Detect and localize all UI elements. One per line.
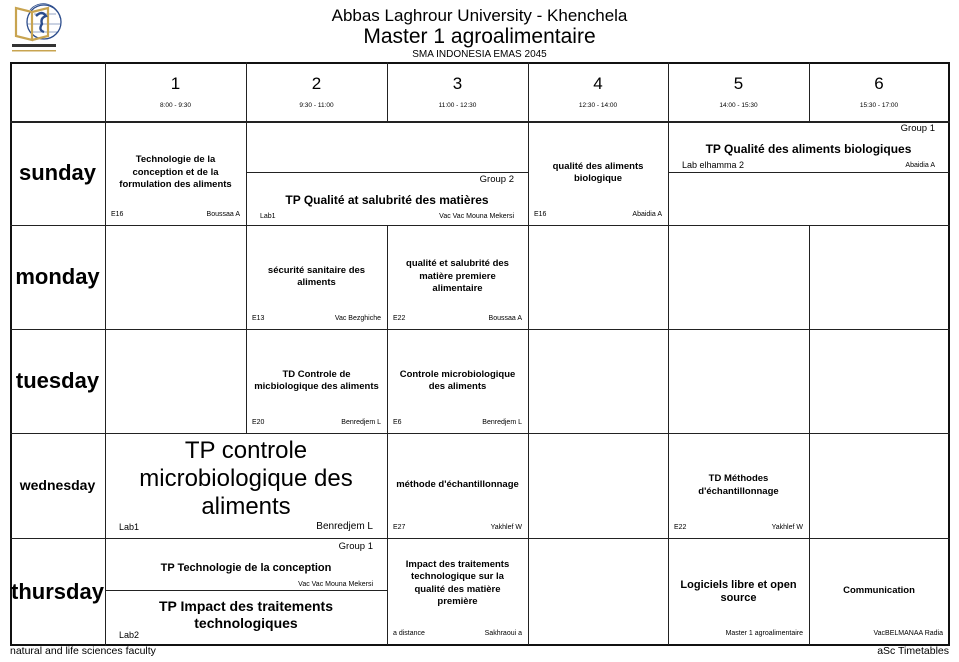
lesson-teacher: Boussaa A	[488, 315, 522, 322]
lesson-subject: TP Qualité des aliments biologiques	[705, 142, 912, 156]
grid-line	[528, 538, 529, 645]
lesson-group: Group 1	[338, 541, 373, 552]
lesson-subject: TP Impact des traitements technologiques	[158, 598, 334, 631]
university-name: Abbas Laghrour University - Khenchela	[331, 6, 628, 25]
period-time: 12:30 - 14:00	[578, 102, 618, 109]
period-number: 5	[733, 74, 744, 93]
period-time: 14:00 - 15:30	[719, 102, 758, 109]
lesson-subject: Impact des traitements technologique sur la qualité des matière première	[405, 558, 510, 607]
period-number: 3	[452, 74, 463, 93]
lesson-subject: TP Qualité at salubrité des matières	[285, 193, 489, 207]
lesson-room: a distance	[393, 630, 425, 637]
lesson-room: E22	[393, 315, 406, 322]
grid-line	[809, 433, 810, 538]
faculty-footer: natural and life sciences faculty	[10, 645, 156, 657]
lesson-room: Lab elhamma 2	[682, 160, 745, 170]
program-title: Master 1 agroalimentaire	[363, 25, 596, 48]
lesson-card[interactable]	[105, 121, 246, 225]
period-header	[809, 62, 949, 121]
lesson-subject: méthode d'échantillonnage	[396, 479, 519, 491]
grid-line	[809, 225, 810, 433]
lesson-room: E13	[252, 315, 265, 322]
grid-line	[528, 433, 529, 538]
lesson-subject: sécurité sanitaire des aliments	[267, 264, 366, 288]
grid-line	[668, 225, 669, 433]
lesson-subject: TD Méthodes d'échantillonnage	[698, 473, 779, 497]
period-number: 1	[170, 74, 181, 93]
generator-footer: aSc Timetables	[877, 645, 949, 657]
lesson-card[interactable]	[668, 538, 809, 645]
lesson-card[interactable]	[668, 433, 809, 538]
lesson-teacher: Vac Vac Mouna Mekersi	[298, 581, 373, 588]
grid-line	[668, 172, 949, 173]
lesson-card[interactable]	[246, 225, 387, 329]
day-label-sunday: sunday	[18, 160, 97, 185]
grid-line	[528, 225, 529, 433]
period-time: 8:00 - 9:30	[159, 102, 192, 109]
lesson-subject: Communication	[843, 585, 915, 597]
lesson-subject: Controle microbiologique des aliments	[399, 368, 516, 392]
lesson-room: E27	[393, 524, 406, 531]
lesson-teacher: Abaidia A	[632, 211, 662, 218]
lesson-card[interactable]	[528, 121, 668, 225]
class-subtitle: SMA INDONESIA EMAS 2045	[412, 49, 547, 60]
lesson-group: Group 2	[479, 174, 514, 185]
period-number: 2	[311, 74, 322, 93]
lesson-teacher: VacBELMANAA Radia	[873, 630, 943, 637]
lesson-card[interactable]	[105, 538, 387, 590]
lesson-room: E22	[674, 524, 687, 531]
lesson-room: Lab1	[260, 213, 276, 220]
lesson-card[interactable]	[387, 225, 528, 329]
lesson-subject: TP controle microbiologique des aliments	[139, 437, 353, 520]
lesson-card[interactable]	[105, 590, 387, 645]
lesson-teacher: Boussaa A	[206, 211, 240, 218]
lesson-card[interactable]	[246, 172, 528, 225]
period-header	[528, 62, 668, 121]
lesson-room: Lab2	[119, 630, 140, 640]
lesson-room: E16	[534, 211, 547, 218]
lesson-card[interactable]	[809, 538, 949, 645]
period-time: 11:00 - 12:30	[438, 102, 477, 109]
lesson-subject: Logiciels libre et open source	[680, 578, 797, 604]
lesson-subject: Technologie de la conception et de la formulation des aliments	[119, 154, 232, 191]
lesson-subject: qualité et salubrité des matière premiere alimentaire	[406, 258, 509, 295]
lesson-subject: qualité des aliments biologique	[552, 160, 644, 184]
period-header	[387, 62, 528, 121]
lesson-room: E16	[111, 211, 124, 218]
lesson-teacher: Yakhlef W	[490, 524, 522, 531]
period-header	[668, 62, 809, 121]
lesson-teacher: Sakhraoui a	[484, 630, 522, 637]
lesson-teacher: Benredjem L	[482, 419, 522, 426]
lesson-subject: TD Controle de micbiologique des aliments	[254, 368, 379, 392]
period-header	[246, 62, 387, 121]
lesson-teacher: Yakhlef W	[771, 524, 803, 531]
lesson-teacher: Master 1 agroalimentaire	[725, 630, 803, 637]
day-label-wednesday: wednesday	[19, 477, 96, 493]
lesson-card[interactable]	[387, 329, 528, 433]
period-number: 6	[874, 74, 884, 93]
day-label-monday: monday	[15, 264, 100, 289]
lesson-teacher: Vac Bezghiche	[334, 315, 381, 322]
period-time: 9:30 - 11:00	[299, 102, 334, 109]
lesson-group: Group 1	[900, 123, 935, 134]
lesson-room: Lab1	[119, 522, 140, 532]
lesson-teacher: Abaidia A	[905, 162, 935, 169]
lesson-card[interactable]	[387, 538, 528, 645]
period-number: 4	[593, 74, 603, 93]
day-label-thursday: thursday	[11, 578, 104, 604]
lesson-teacher: Benredjem L	[316, 521, 373, 532]
lesson-subject: TP Technologie de la conception	[160, 562, 332, 574]
lesson-card[interactable]	[387, 433, 528, 538]
lesson-card[interactable]	[668, 121, 949, 172]
day-label-tuesday: tuesday	[15, 368, 100, 393]
period-time: 15:30 - 17:00	[859, 102, 899, 109]
lesson-teacher: Vac Vac Mouna Mekersi	[439, 213, 514, 220]
lesson-room: E6	[393, 419, 402, 426]
lesson-room: E20	[252, 419, 265, 426]
lesson-card[interactable]	[246, 329, 387, 433]
lesson-teacher: Benredjem L	[341, 419, 381, 426]
lesson-card[interactable]	[105, 433, 387, 538]
